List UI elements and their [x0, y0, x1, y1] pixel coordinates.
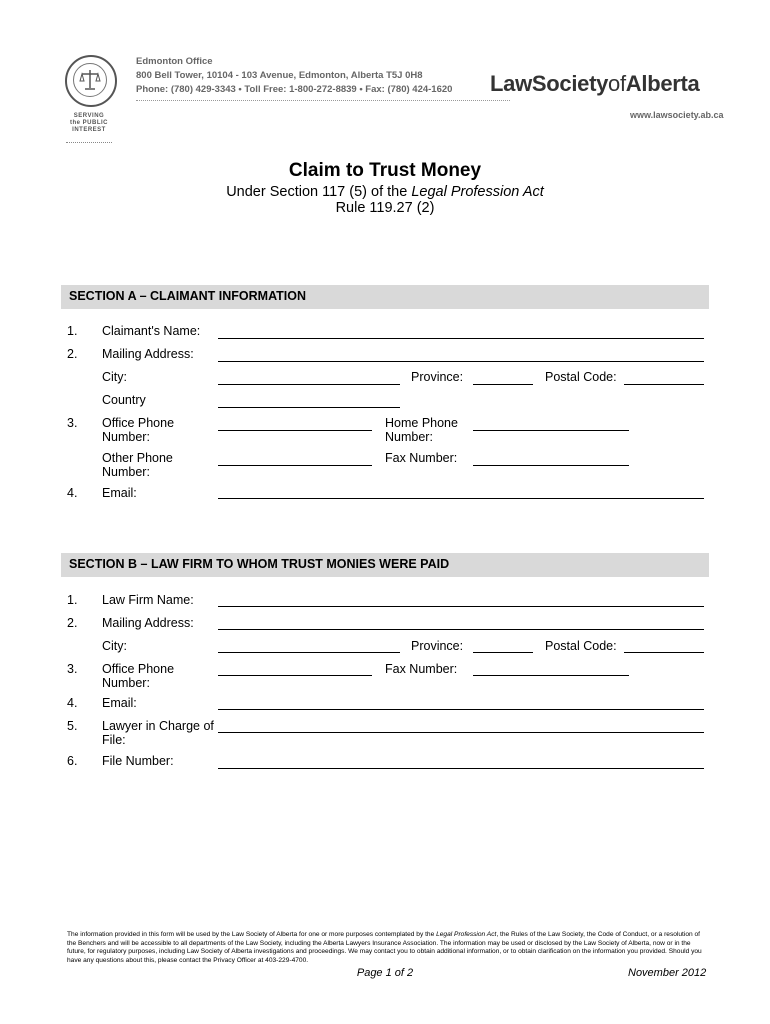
law-firm-name-field[interactable] — [218, 606, 704, 607]
item-number: 1. — [67, 324, 78, 338]
label-line: Other Phone — [102, 451, 173, 465]
province-field[interactable] — [473, 384, 533, 385]
city-label: City: — [102, 370, 127, 384]
office-phone-field[interactable] — [218, 430, 372, 431]
section-a-header — [61, 285, 709, 309]
item-number: 4. — [67, 696, 78, 710]
postal-code-field[interactable] — [624, 652, 704, 653]
office-phone: Phone: (780) 429-3343 • Toll Free: 1-800-272-8839 • Fax: (780) 424-1620 — [136, 84, 453, 95]
city-label: City: — [102, 639, 127, 653]
item-number: 2. — [67, 616, 78, 630]
label-line: Office Phone — [102, 662, 175, 676]
item-number: 5. — [67, 719, 78, 733]
email-label: Email: — [102, 486, 137, 500]
section-b-title: SECTION B – LAW FIRM TO WHOM TRUST MONIES WERE PAID — [69, 557, 450, 571]
office-phone-field[interactable] — [218, 675, 372, 676]
privacy-disclaimer — [67, 931, 703, 966]
home-phone-label — [385, 416, 458, 444]
item-number: 2. — [67, 347, 78, 361]
disclaimer-text: The information provided in this form will be used by the Law Society of Alberta for one or more purposes contemplated by the — [67, 931, 437, 938]
section-a-title: SECTION A – CLAIMANT INFORMATION — [69, 289, 307, 303]
country-field[interactable] — [218, 407, 400, 408]
form-title: Claim to Trust Money — [288, 160, 482, 181]
fax-number-field[interactable] — [473, 465, 629, 466]
label-line: File: — [102, 733, 126, 747]
item-number: 3. — [67, 416, 78, 430]
claimant-name-field[interactable] — [218, 338, 704, 339]
office-address: 800 Bell Tower, 10104 - 103 Avenue, Edmonton, Alberta T5J 0H8 — [136, 70, 423, 81]
city-field[interactable] — [218, 652, 400, 653]
mailing-address-field[interactable] — [218, 629, 704, 630]
fax-number-label: Fax Number: — [385, 451, 458, 465]
lawyer-in-charge-field[interactable] — [218, 732, 704, 733]
mailing-address-field[interactable] — [218, 361, 704, 362]
subtitle-text: Under Section 117 (5) of the — [226, 184, 412, 200]
claimant-name-label: Claimant's Name: — [102, 324, 201, 338]
label-line: Office Phone — [102, 416, 175, 430]
email-label: Email: — [102, 696, 137, 710]
email-field[interactable] — [218, 709, 704, 710]
home-phone-field[interactable] — [473, 430, 629, 431]
label-line: Number: — [385, 430, 433, 444]
label-line: Home Phone — [385, 416, 458, 430]
province-label: Province: — [411, 370, 464, 384]
divider — [66, 142, 112, 143]
serving-public-interest-tagline — [66, 113, 112, 134]
item-number: 6. — [67, 754, 78, 768]
header-divider — [136, 100, 510, 101]
other-phone-label — [102, 451, 173, 479]
disclaimer-text: , the Rules of the Law Society, the Code of Conduct, or a resolution of the Benchers and will be accessible to all departments of the Law Society, including the Alberta Lawyers Insurance Association. The information may be used or disclosed by the Law Society of Alberta, now or in the future, for regulatory purposes, including Law Society of Alberta investigations and proceedings. We may contact you to obtain additional information, or to obtain clarification on the information you provided. Should you have any questions about this, please contact the Privacy Officer at 403-229-4700. — [67, 931, 702, 965]
section-b-header — [61, 553, 709, 577]
office-phone-label — [102, 662, 174, 690]
file-number-field[interactable] — [218, 768, 704, 769]
country-label: Country — [102, 393, 146, 407]
fax-number-field[interactable] — [473, 675, 629, 676]
office-name: Edmonton Office — [136, 56, 213, 67]
serving-line: SERVING — [73, 113, 105, 119]
brand-part: LawSociety — [490, 71, 609, 96]
other-phone-field[interactable] — [218, 465, 372, 466]
label-line: Number: — [102, 430, 150, 444]
postal-code-field[interactable] — [624, 384, 704, 385]
item-number: 1. — [67, 593, 78, 607]
serving-line: the PUBLIC — [70, 120, 108, 126]
form-rule: Rule 119.27 (2) — [335, 200, 435, 216]
postal-code-label: Postal Code: — [545, 639, 617, 653]
office-phone-label — [102, 416, 174, 444]
email-field[interactable] — [218, 498, 704, 499]
brand-part: Alberta — [625, 71, 700, 96]
postal-code-label: Postal Code: — [545, 370, 617, 384]
item-number: 4. — [67, 486, 78, 500]
mailing-address-label: Mailing Address: — [102, 616, 194, 630]
scales-of-justice-icon — [79, 68, 101, 92]
label-line: Lawyer in Charge of — [102, 719, 214, 733]
form-subtitle — [0, 184, 770, 200]
act-name: Legal Profession Act — [436, 931, 497, 938]
brand-logo — [490, 71, 700, 97]
city-field[interactable] — [218, 384, 400, 385]
fax-number-label: Fax Number: — [385, 662, 458, 676]
label-line: Number: — [102, 465, 150, 479]
brand-part: of — [608, 71, 626, 96]
form-date: November 2012 — [628, 967, 707, 979]
law-firm-name-label: Law Firm Name: — [102, 593, 194, 607]
province-field[interactable] — [473, 652, 533, 653]
act-name: Legal Profession Act — [411, 184, 544, 200]
page-number: Page 1 of 2 — [356, 967, 414, 979]
label-line: Number: — [102, 676, 150, 690]
lawyer-in-charge-label — [102, 719, 214, 747]
file-number-label: File Number: — [102, 754, 174, 768]
mailing-address-label: Mailing Address: — [102, 347, 194, 361]
serving-line: INTEREST — [72, 127, 106, 133]
item-number: 3. — [67, 662, 78, 676]
province-label: Province: — [411, 639, 464, 653]
website-url: www.lawsociety.ab.ca — [630, 110, 724, 120]
